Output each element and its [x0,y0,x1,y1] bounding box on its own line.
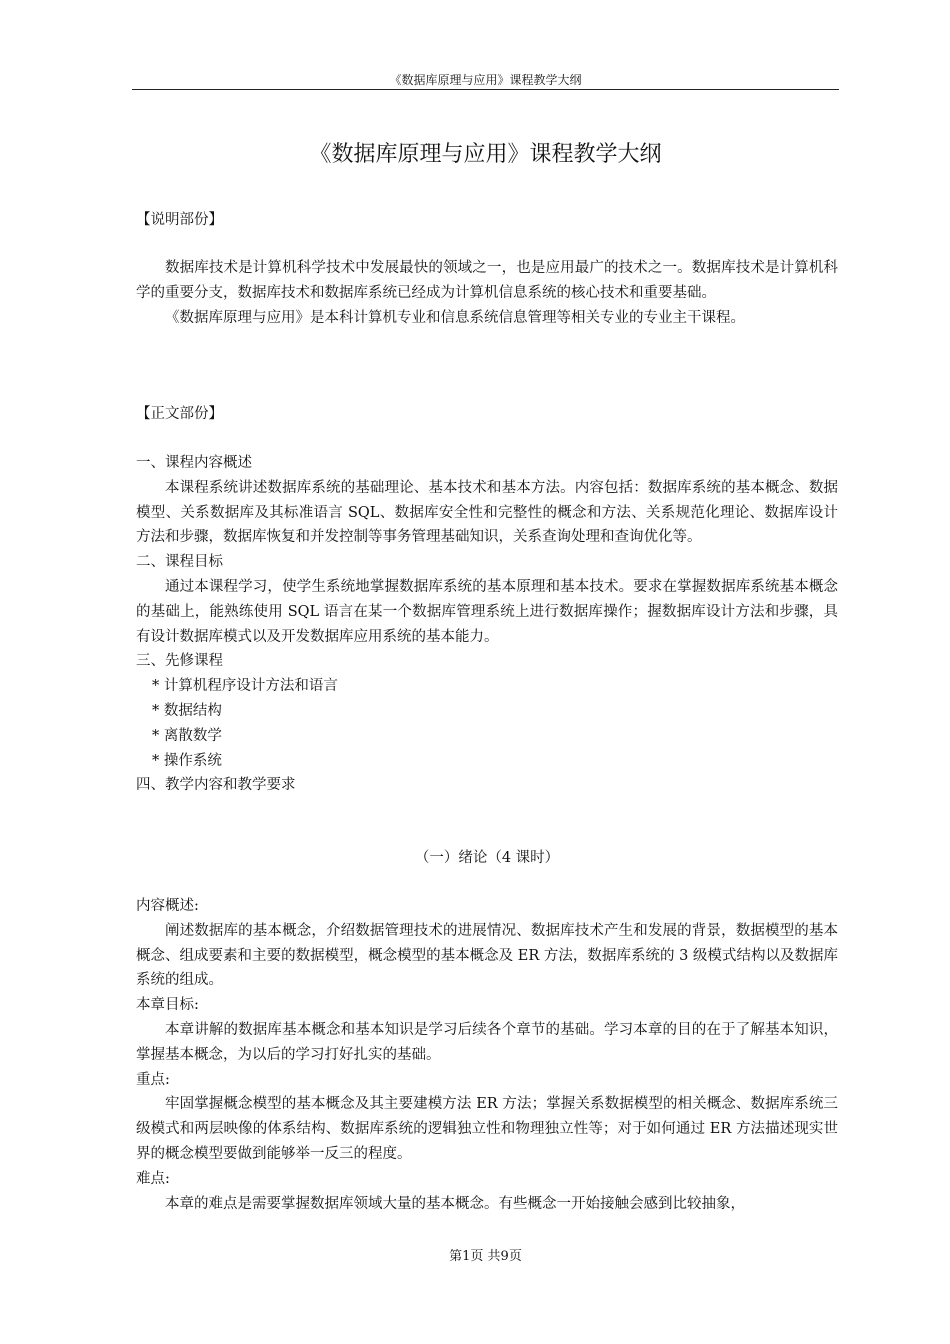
document-title: 《数据库原理与应用》课程教学大纲 [309,142,662,167]
section-1-text: 本课程系统讲述数据库系统的基础理论、基本技术和基本方法。内容包括：数据库系统的基本概念、数据模型、关系数据库及其标准语言 SQL、数据库安全性和完整性的概念和方法、关系规范化理论、数据库设计方法和步骤，数据库恢复和并发控制等事务管理基础知识，关系查询处理和查询优化等。 [136,479,838,546]
explanation-heading: 【说明部份】 [136,212,223,228]
key-points-text: 牢固掌握概念模型的基本概念及其主要建模方法 ER 方法；掌握关系数据模型的相关概念、数据库系统三级模式和两层映像的体系结构、数据库系统的逻辑独立性和物理独立性等；对于如何通过 ER 方法描述现实世界的概念模型要做到能够举一反三的程度。 [136,1096,838,1162]
difficulty-label: 难点: [136,1170,170,1187]
prereq-item: * 计算机程序设计方法和语言 [152,678,338,695]
page-footer: 第1页 共9页 [449,1249,522,1264]
chapter-1-title-block [136,846,838,871]
section-4-title: 四、教学内容和教学要求 [136,777,296,794]
key-points-label: 重点: [136,1071,170,1088]
prereq-item: * 离散数学 [152,727,222,744]
explanation-paragraph-1: 数据库技术是计算机科学技术中发展最快的领域之一，也是应用最广的技术之一。数据库技术是计算机科学的重要分支，数据库技术和数据库系统已经成为计算机信息系统的核心技术和重要基础。 [136,260,838,301]
goal-text: 本章讲解的数据库基本概念和基本知识是学习后续各个章节的基础。学习本章的目的在于了解基本知识，掌握基本概念，为以后的学习打好扎实的基础。 [136,1021,838,1063]
explanation-heading-block [136,208,838,233]
explanation-paragraph-2: 《数据库原理与应用》是本科计算机专业和信息系统信息管理等相关专业的专业主干课程。 [165,309,745,326]
header-divider [132,89,839,90]
body-heading-block [136,402,838,427]
prereq-item: * 数据结构 [152,702,222,719]
body-heading: 【正文部份】 [136,406,223,422]
running-header: 《数据库原理与应用》课程教学大纲 [389,73,582,87]
explanation-section [136,256,838,330]
section-3-title: 三、先修课程 [136,653,223,670]
body-section [136,451,838,798]
section-1-title: 一、课程内容概述 [136,455,252,471]
chapter-1-title: （一）绪论（4 课时） [414,850,560,866]
chapter-1-section [136,894,838,1216]
overview-text: 阐述数据库的基本概念，介绍数据管理技术的进展情况、数据库技术产生和发展的背景，数据模型的基本概念、组成要素和主要的数据模型，概念模型的基本概念及 ER 方法，数据库系统的 3 级模式结构以及数据库系统的组成。 [136,922,838,989]
section-2-title: 二、课程目标 [136,554,223,571]
difficulty-text: 本章的难点是需要掌握数据库领域大量的基本概念。有些概念一开始接触会感到比较抽象， [165,1195,745,1212]
overview-label: 内容概述: [136,898,199,914]
prereq-item: * 操作系统 [152,752,222,769]
section-2-text: 通过本课程学习，使学生系统地掌握数据库系统的基本原理和基本技术。要求在掌握数据库系统基本概念的基础上，能熟练使用 SQL 语言在某一个数据库管理系统上进行数据库操作；握数据库设计方法和步骤，具有设计数据库模式以及开发数据库应用系统的基本能力。 [136,578,838,645]
goal-label: 本章目标: [136,997,199,1014]
